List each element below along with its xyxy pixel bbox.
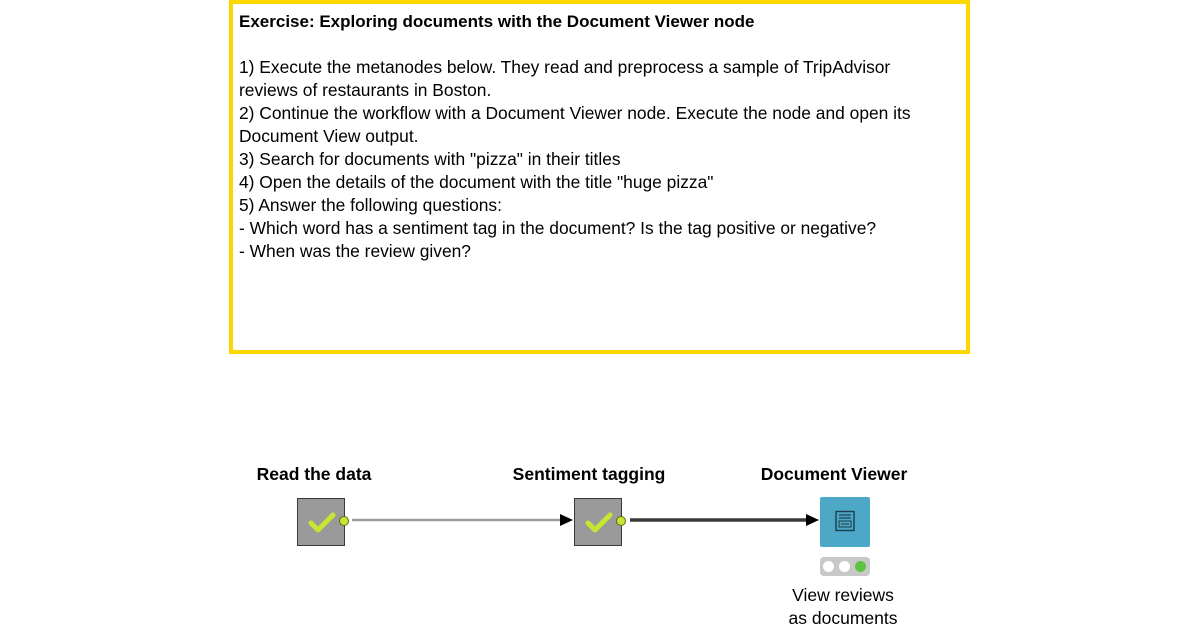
metanode-sentiment-tagging[interactable] bbox=[574, 498, 622, 546]
check-icon bbox=[308, 512, 336, 534]
annotation-line: 1) Execute the metanodes below. They read and preprocess a sample of TripAdvisor bbox=[239, 57, 891, 77]
document-viewer-node[interactable] bbox=[820, 497, 870, 547]
output-port[interactable] bbox=[339, 516, 349, 526]
metanode-read-data[interactable] bbox=[297, 498, 345, 546]
node-label-document-viewer[interactable]: Document Viewer bbox=[760, 464, 908, 484]
annotation-line: reviews of restaurants in Boston. bbox=[239, 80, 492, 100]
node-status-indicator bbox=[820, 557, 870, 576]
annotation-line: 2) Continue the workflow with a Document Viewer node. Execute the node and open its bbox=[239, 103, 911, 123]
annotation-line: - When was the review given? bbox=[239, 241, 471, 261]
status-light-green bbox=[855, 561, 866, 572]
caption-line: as documents bbox=[788, 608, 898, 628]
annotation-title: Exercise: Exploring documents with the Document Viewer node bbox=[239, 12, 755, 31]
annotation-line: - Which word has a sentiment tag in the document? Is the tag positive or negative? bbox=[239, 218, 877, 238]
output-port[interactable] bbox=[616, 516, 626, 526]
status-light-red bbox=[823, 561, 834, 572]
node-caption-document-viewer[interactable] bbox=[789, 584, 898, 630]
node-label-read-data[interactable]: Read the data bbox=[256, 464, 372, 484]
check-icon bbox=[585, 512, 613, 534]
caption-line: View reviews bbox=[792, 585, 894, 605]
annotation-line: 5) Answer the following questions: bbox=[239, 195, 502, 215]
status-light-yellow bbox=[839, 561, 850, 572]
node-label-sentiment-tagging[interactable]: Sentiment tagging bbox=[512, 464, 666, 484]
connection-arrowhead bbox=[806, 514, 819, 526]
annotation-line: 3) Search for documents with "pizza" in their titles bbox=[239, 149, 621, 169]
annotation-line: Document View output. bbox=[239, 126, 419, 146]
document-icon bbox=[834, 510, 856, 532]
annotation-line: 4) Open the details of the document with the title "huge pizza" bbox=[239, 172, 714, 192]
connection-arrowhead bbox=[560, 514, 573, 526]
